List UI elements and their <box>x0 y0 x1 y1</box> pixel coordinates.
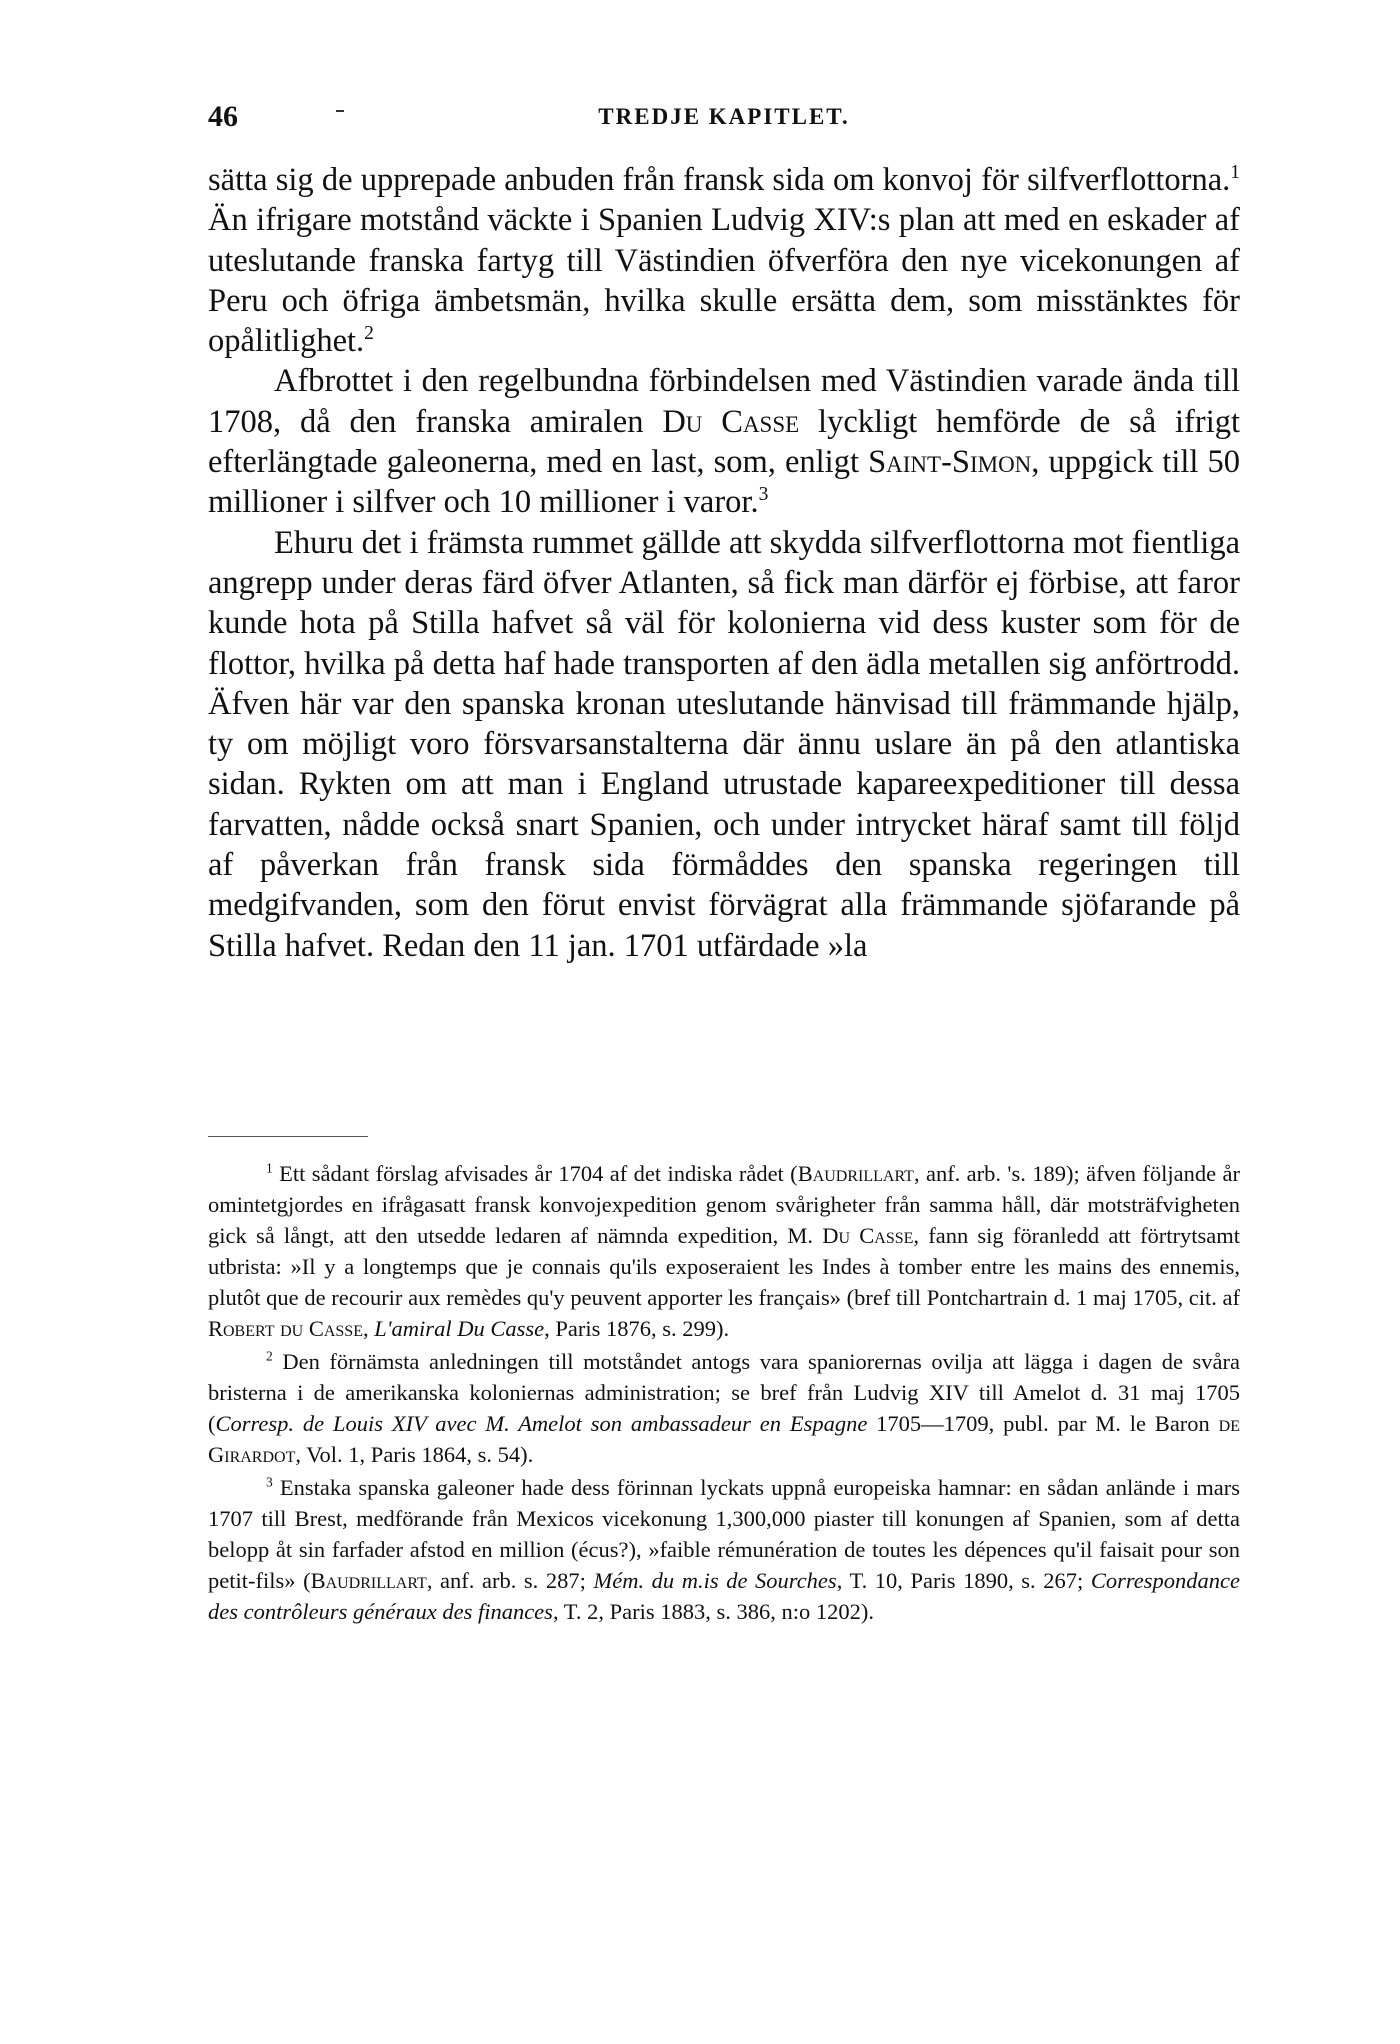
footnote-divider <box>208 1136 368 1137</box>
footnote-3-text-b: , anf. arb. s. 287; <box>426 1568 594 1593</box>
footnote-1 <box>208 1158 1240 1344</box>
running-head: TREDJE KAPITLET. <box>598 104 850 129</box>
paragraph-2-text-b: lyckligt hemförde de så ifrigt efterlängtade galeonerna, med en last, som, enligt <box>208 403 1240 481</box>
footnote-1-text-e: , Paris 1876, s. 299). <box>544 1316 730 1341</box>
footnote-3-title-1: Mém. du m.is de Sourches <box>593 1568 837 1593</box>
body-text <box>208 160 1240 966</box>
footnote-1-name-1: Baudrillart <box>797 1161 914 1186</box>
footnote-3-number: 3 <box>266 1474 273 1490</box>
footnote-2-text-c: , Vol. 1, Paris 1864, s. 54). <box>295 1442 534 1467</box>
footnote-1-text-a: Ett sådant förslag afvisades år 1704 af det indiska rådet ( <box>272 1161 798 1186</box>
footnote-1-text-c: , fann sig föranledd att förtrytsamt utbrista: »Il y a longtemps que je connais qu'ils exposeraient les Indes à tomber entre les mains des ennemis, plutôt que de recourir aux remèdes qu'y peuvent apporter les français» (bref till Pontchartrain d. 1 maj 1705, cit. af <box>208 1223 1240 1310</box>
footnote-3-name-1: Baudrillart <box>310 1568 427 1593</box>
footnote-1-number: 1 <box>266 1160 273 1176</box>
footnote-ref-3: 3 <box>758 484 769 506</box>
paragraph-2-text-c: , uppgick till 50 millioner i silfver och 10 millioner i varor. <box>208 444 1240 521</box>
paragraph-2-text-a: Afbrottet i den regelbundna förbindelsen med Västindien varade ända till 1708, då den franska amiralen <box>208 363 1240 440</box>
paragraph-1-text-a: sätta sig de upprepade anbuden från fransk sida om konvoj för silfverflottorna. <box>208 162 1231 198</box>
footnote-2-number: 2 <box>266 1348 273 1364</box>
page-header <box>208 100 1240 140</box>
footnote-3-text-a: Enstaka spanska galeoner hade dess förinnan lyckats uppnå europeiska hamnar: en sådan anlände i mars 1707 till Brest, medförande från Mexicos vicekonung 1,300,000 piaster till konungen af Spanien, som af detta belopp åt sin farfader afstod en million (écus?), »faible rémunération de toutes les dépences qu'il faisait pour son petit-fils» ( <box>208 1475 1240 1593</box>
footnote-ref-1: 1 <box>1230 162 1240 184</box>
footnote-1-text-d: , <box>362 1316 375 1341</box>
footnote-2 <box>208 1346 1240 1470</box>
footnote-3-text-c: , T. 10, Paris 1890, s. 267; <box>836 1568 1091 1593</box>
footnotes <box>208 1158 1240 1627</box>
footnote-2-name-1: de Girardot <box>208 1411 1240 1467</box>
paragraph-2 <box>208 361 1240 522</box>
footnote-1-text-b: , anf. arb. 's. 189); äfven följande år omintetgjordes en ifrågasatt fransk konvojexpedition genom svårigheter från samma håll, där motsträfvigheten gick så långt, att den utsedde ledaren af nämnda expedition, M. <box>208 1161 1240 1248</box>
stray-mark <box>336 110 344 112</box>
footnote-1-title: L'amiral Du Casse <box>374 1316 545 1341</box>
footnote-3 <box>208 1472 1240 1627</box>
footnote-2-text-a: Den förnämsta anledningen till motståndet antogs vara spaniorernas ovilja att lägga i dagen de svåra bristerna i de amerikanska koloniernas administration; se bref från Ludvig XIV till Amelot d. 31 maj 1705 ( <box>208 1349 1240 1436</box>
paragraph-1 <box>208 160 1240 361</box>
paragraph-3: Ehuru det i främsta rummet gällde att skydda silfverflottorna mot fientliga angrepp under deras färd öfver Atlanten, så fick man därför ej förbise, att faror kunde hota på Stilla hafvet så väl för kolonierna vid dess kuster som för de flottor, hvilka på detta haf hade transporten af den ädla metallen sig anförtrodd. Äfven här var den spanska kronan uteslutande hänvisad till främmande hjälp, ty om möjligt voro försvarsanstalterna där ännu uslare än på den atlantiska sidan. Rykten om att man i England utrustade kapareexpeditioner till dessa farvatten, nådde också snart Spanien, och under intrycket häraf samt till följd af påverkan från fransk sida förmåddes den spanska regeringen till medgifvanden, som den förut envist förvägrat alla främmande sjöfarande på Stilla hafvet. Redan den 11 jan. 1701 utfärdade »la <box>208 524 1240 964</box>
footnote-ref-2: 2 <box>364 323 374 345</box>
footnote-3-title-2: Correspondance des contrôleurs généraux des finances <box>208 1568 1240 1624</box>
footnote-1-name-2: Du Casse <box>822 1223 914 1248</box>
footnote-3-text-d: , T. 2, Paris 1883, s. 386, n:o 1202). <box>552 1599 874 1624</box>
name-du-casse: Du Casse <box>662 403 800 440</box>
page-number: 46 <box>208 100 238 133</box>
footnote-1-name-3: Robert du Casse <box>208 1316 363 1341</box>
name-saint-simon: Saint-Simon <box>868 444 1032 481</box>
footnote-2-title: Corresp. de Louis XIV avec M. Amelot son ambassadeur en Espagne <box>215 1411 868 1436</box>
footnote-2-text-b: 1705—1709, publ. par M. le Baron <box>867 1411 1219 1436</box>
paragraph-1-text-b: Än ifrigare motstånd väckte i Spanien Ludvig XIV:s plan att med en eskader af uteslutande franska fartyg till Västindien öfverföra den nye vicekonungen af Peru och öfriga ämbetsmän, hvilka skulle ersätta dem, som misstänktes för opålitlighet. <box>208 202 1240 360</box>
